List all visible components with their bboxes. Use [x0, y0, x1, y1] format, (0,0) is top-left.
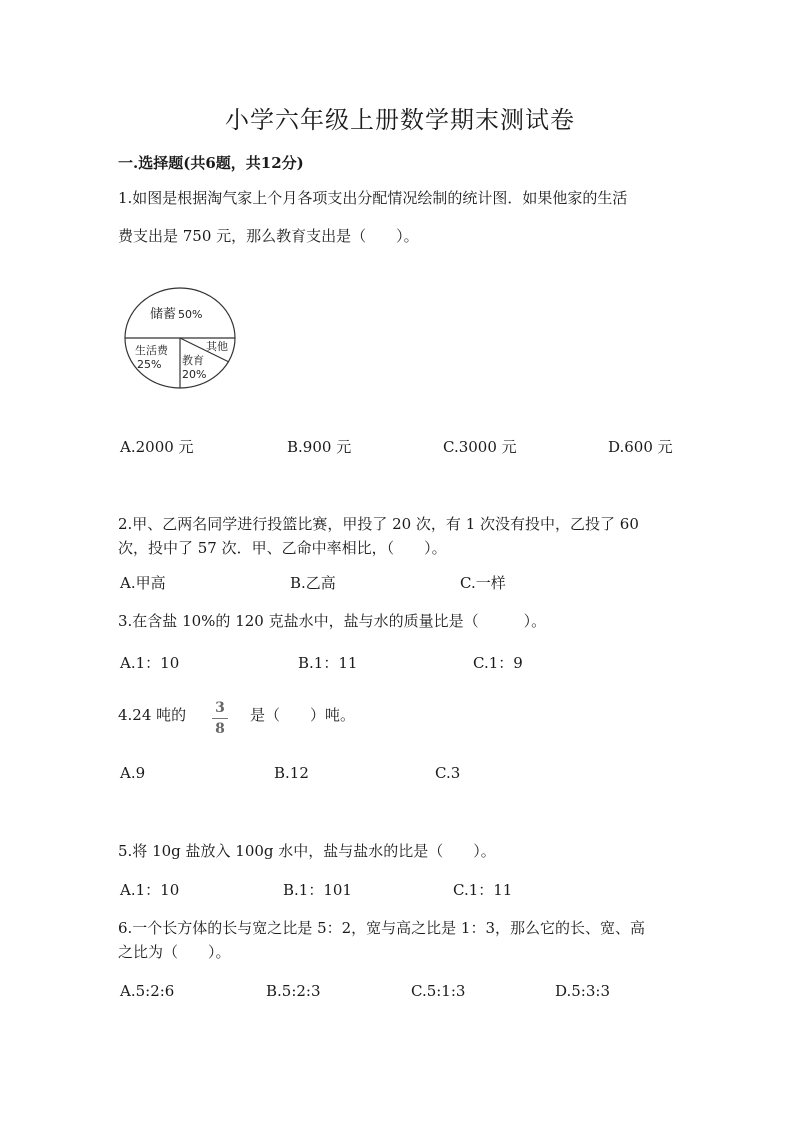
question-2-option-b[interactable]: B.乙高 — [290, 574, 336, 592]
question-4-suffix: 是（ ）吨。 — [250, 706, 356, 724]
question-6-option-d[interactable]: D.5:3:3 — [555, 982, 610, 1000]
question-5-line-1: 5.将 10g 盐放入 100g 水中，盐与盐水的比是（ ）。 — [118, 842, 496, 860]
question-2-line-2: 次，投中了 57 次．甲、乙命中率相比，（ ）。 — [118, 539, 447, 557]
section-heading: 一.选择题(共6题，共12分) — [118, 154, 304, 172]
question-5-option-c[interactable]: C.1：11 — [453, 881, 513, 899]
question-1-option-a[interactable]: A.2000 元 — [120, 438, 194, 456]
question-4-prefix: 4.24 吨的 — [118, 706, 187, 724]
question-6-line-2: 之比为（ ）。 — [118, 943, 231, 961]
question-1-option-d[interactable]: D.600 元 — [608, 438, 673, 456]
fraction-denominator: 8 — [215, 721, 225, 737]
pie-label-other: 其他 — [206, 340, 228, 353]
pie-label-living: 生活费 — [135, 344, 168, 357]
fraction-numerator: 3 — [215, 700, 225, 716]
fraction-bar — [212, 718, 228, 719]
question-2-option-a[interactable]: A.甲高 — [120, 574, 166, 592]
question-4-option-b[interactable]: B.12 — [274, 764, 309, 782]
question-3-option-a[interactable]: A.1：10 — [120, 654, 180, 672]
page-title: 小学六年级上册数学期末测试卷 — [225, 106, 575, 134]
fraction-three-eighths — [210, 700, 230, 737]
question-1-line-2: 费支出是 750 元，那么教育支出是（ ）。 — [118, 227, 419, 245]
question-5-option-a[interactable]: A.1：10 — [120, 881, 180, 899]
pie-label-education: 教育 — [182, 354, 204, 367]
question-4-option-a[interactable]: A.9 — [120, 764, 146, 782]
question-6-option-c[interactable]: C.5:1:3 — [411, 982, 466, 1000]
question-2-line-1: 2.甲、乙两名同学进行投篮比赛，甲投了 20 次，有 1 次没有投中，乙投了 60 — [118, 515, 639, 533]
question-6-line-1: 6.一个长方体的长与宽之比是 5：2，宽与高之比是 1：3，那么它的长、宽、高 — [118, 919, 646, 937]
question-1-line-1: 1.如图是根据淘气家上个月各项支出分配情况绘制的统计图．如果他家的生活 — [118, 189, 628, 207]
question-3-option-c[interactable]: C.1：9 — [473, 654, 523, 672]
expense-pie-chart — [120, 282, 240, 392]
pie-pct-education: 20% — [182, 368, 207, 381]
question-2-option-c[interactable]: C.一样 — [460, 574, 506, 592]
question-1-option-c[interactable]: C.3000 元 — [443, 438, 517, 456]
question-6-option-b[interactable]: B.5:2:3 — [266, 982, 321, 1000]
question-6-option-a[interactable]: A.5:2:6 — [120, 982, 175, 1000]
pie-pct-living: 25% — [137, 358, 162, 371]
pie-label-savings: 储蓄 — [150, 307, 177, 322]
question-1-option-b[interactable]: B.900 元 — [287, 438, 352, 456]
question-5-option-b[interactable]: B.1：101 — [283, 881, 352, 899]
question-3-line-1: 3.在含盐 10%的 120 克盐水中，盐与水的质量比是（ ）。 — [118, 612, 547, 630]
question-3-option-b[interactable]: B.1：11 — [298, 654, 358, 672]
pie-pct-savings: 50% — [178, 308, 203, 321]
question-4-option-c[interactable]: C.3 — [435, 764, 461, 782]
